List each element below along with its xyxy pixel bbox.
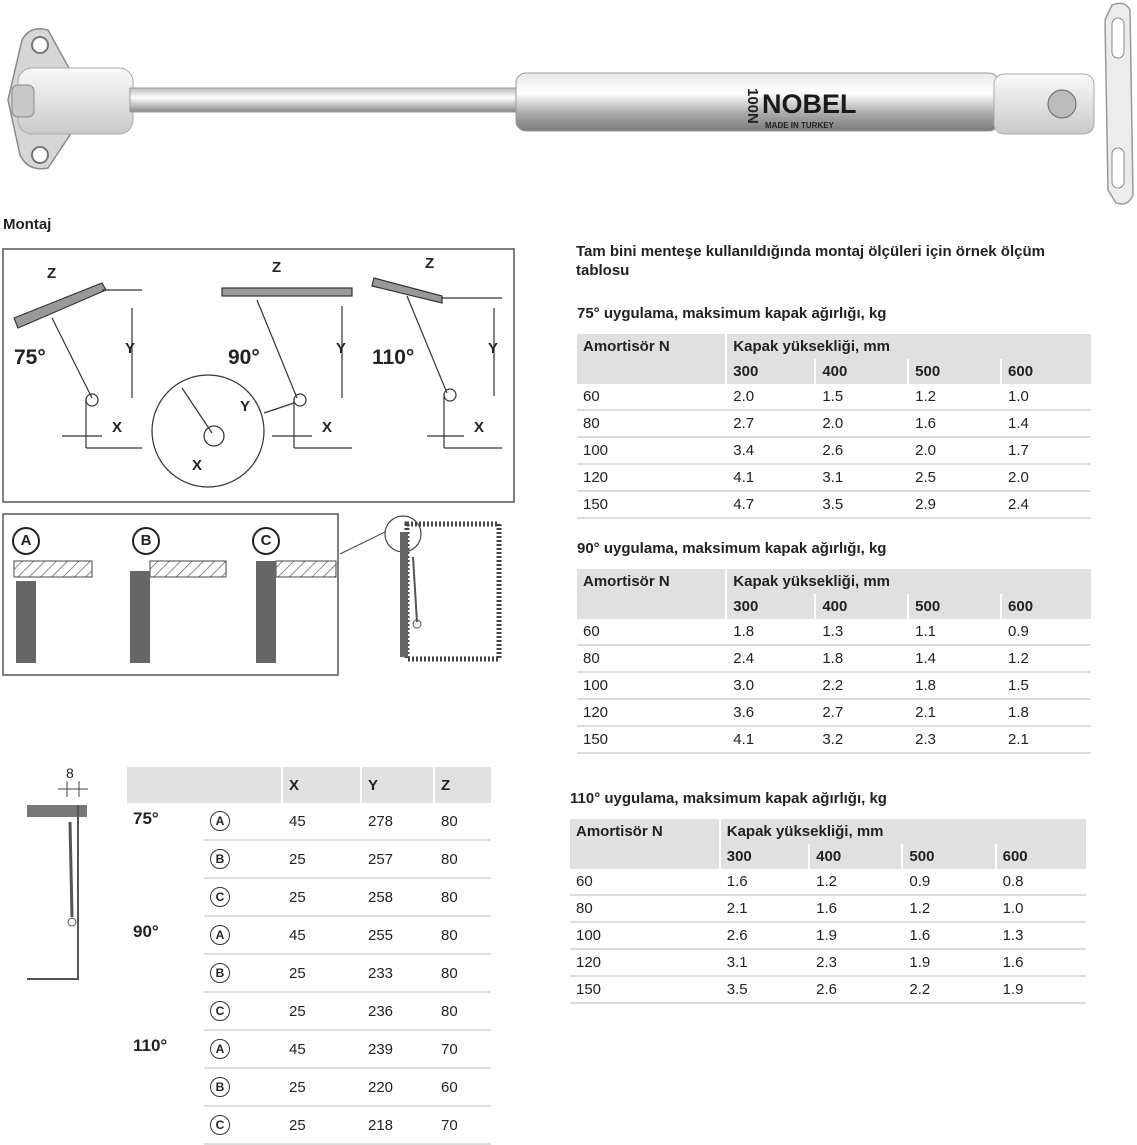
mount-option-badge: C <box>210 1115 230 1135</box>
xyz-cell: 258 <box>361 878 434 916</box>
weight-cell: 3.6 <box>726 699 815 726</box>
weight-cell: 3.1 <box>815 464 908 491</box>
xyz-cell: 70 <box>434 1106 491 1144</box>
height-header: 600 <box>1001 359 1091 384</box>
weight-table-title: 110° uygulama, maksimum kapak ağırlığı, kg <box>570 790 887 807</box>
right-mounting-bracket <box>994 3 1133 204</box>
table-row <box>577 410 1091 437</box>
row-force: 120 <box>570 949 720 976</box>
height-header: 300 <box>720 844 809 869</box>
weight-cell: 2.2 <box>815 672 908 699</box>
weight-cell: 2.7 <box>815 699 908 726</box>
weight-cell: 3.1 <box>720 949 809 976</box>
row-force: 150 <box>577 491 726 518</box>
height-header: 400 <box>809 844 902 869</box>
weight-cell: 1.5 <box>815 384 908 410</box>
mount-option-b: B <box>132 527 160 555</box>
y-label-zoom: Y <box>240 398 251 415</box>
xyz-header-x: X <box>282 767 361 803</box>
table-row <box>577 384 1091 410</box>
row-force: 120 <box>577 699 726 726</box>
xyz-cell: 60 <box>434 1068 491 1106</box>
weight-cell: 1.6 <box>996 949 1086 976</box>
table-row <box>127 803 491 840</box>
weight-cell: 2.2 <box>902 976 995 1003</box>
col-amortisor: Amortisör N <box>577 569 726 594</box>
xyz-cell: 45 <box>282 916 361 954</box>
weight-cell: 2.6 <box>815 437 908 464</box>
col-kapak: Kapak yüksekliği, mm <box>720 819 1086 844</box>
weight-cell: 2.0 <box>726 384 815 410</box>
mount-option-badge: A <box>210 1039 230 1059</box>
x-label-75: X <box>112 419 123 436</box>
table-row <box>570 949 1086 976</box>
xyz-cell: 80 <box>434 840 491 878</box>
row-force: 100 <box>570 922 720 949</box>
table-row <box>577 645 1091 672</box>
xyz-header-z: Z <box>434 767 491 803</box>
table-row <box>570 869 1086 895</box>
weight-table <box>577 569 1091 754</box>
row-force: 60 <box>570 869 720 895</box>
row-force: 80 <box>577 645 726 672</box>
weight-cell: 2.0 <box>1001 464 1091 491</box>
mount-option-badge: C <box>210 887 230 907</box>
weight-cell: 0.8 <box>996 869 1086 895</box>
angle-cell: 90° <box>133 922 159 941</box>
xyz-cell: 278 <box>361 803 434 840</box>
weight-cell: 1.7 <box>1001 437 1091 464</box>
weight-cell: 2.1 <box>720 895 809 922</box>
xyz-header-y: Y <box>361 767 434 803</box>
xyz-cell: 80 <box>434 954 491 992</box>
weight-cell: 1.3 <box>996 922 1086 949</box>
piston-rod <box>130 88 522 112</box>
mount-option-badge: B <box>210 1077 230 1097</box>
made-in-label: MADE IN TURKEY <box>765 121 834 130</box>
x-label-zoom: X <box>192 457 203 474</box>
height-header: 400 <box>815 594 908 619</box>
right-title: Tam bini menteşe kullanıldığında montaj ölçüleri için örnek ölçüm tablosu <box>576 243 1045 279</box>
xyz-cell: 70 <box>434 1030 491 1068</box>
table-row <box>577 619 1091 645</box>
xyz-cell: 25 <box>282 878 361 916</box>
weight-cell: 2.7 <box>726 410 815 437</box>
z-label-110: Z <box>425 255 435 272</box>
height-header: 500 <box>908 359 1001 384</box>
weight-cell: 1.1 <box>908 619 1001 645</box>
weight-cell: 1.6 <box>902 922 995 949</box>
xyz-cell: 80 <box>434 916 491 954</box>
weight-cell: 1.6 <box>809 895 902 922</box>
y-label-90: Y <box>336 340 347 357</box>
weight-cell: 1.6 <box>720 869 809 895</box>
weight-cell: 3.2 <box>815 726 908 753</box>
row-force: 150 <box>570 976 720 1003</box>
offset-diagram <box>22 767 102 987</box>
xyz-cell: 239 <box>361 1030 434 1068</box>
table-row <box>570 922 1086 949</box>
weight-cell: 1.0 <box>996 895 1086 922</box>
height-header: 300 <box>726 594 815 619</box>
weight-cell: 2.6 <box>809 976 902 1003</box>
weight-cell: 1.8 <box>726 619 815 645</box>
angle-label-90: 90° <box>228 346 260 369</box>
x-label-90: X <box>322 419 333 436</box>
height-header: 600 <box>1001 594 1091 619</box>
col-amortisor: Amortisör N <box>570 819 720 844</box>
xyz-cell: 25 <box>282 992 361 1030</box>
weight-cell: 1.8 <box>1001 699 1091 726</box>
z-label-75: Z <box>47 265 57 282</box>
weight-cell: 1.9 <box>902 949 995 976</box>
xyz-cell: 218 <box>361 1106 434 1144</box>
xyz-cell: 45 <box>282 1030 361 1068</box>
weight-cell: 2.3 <box>908 726 1001 753</box>
table-row <box>570 895 1086 922</box>
angle-label-75: 75° <box>14 346 46 369</box>
xyz-cell: 25 <box>282 1106 361 1144</box>
table-row <box>577 464 1091 491</box>
weight-cell: 1.0 <box>1001 384 1091 410</box>
weight-cell: 2.4 <box>1001 491 1091 518</box>
table-row <box>577 699 1091 726</box>
weight-cell: 1.2 <box>809 869 902 895</box>
angle-cell: 75° <box>133 809 159 828</box>
table-row <box>577 491 1091 518</box>
row-force: 80 <box>577 410 726 437</box>
table-row <box>570 976 1086 1003</box>
cabinet-side-view <box>335 512 505 662</box>
mounting-angle-diagram <box>2 248 516 504</box>
row-force: 120 <box>577 464 726 491</box>
col-amortisor: Amortisör N <box>577 334 726 359</box>
angle-label-110: 110° <box>372 346 415 369</box>
table-row <box>577 726 1091 753</box>
mount-option-badge: C <box>210 1001 230 1021</box>
weight-cell: 2.3 <box>809 949 902 976</box>
mount-option-badge: B <box>210 849 230 869</box>
xyz-cell: 80 <box>434 878 491 916</box>
force-label: 100N <box>744 88 761 124</box>
mount-option-badge: A <box>210 811 230 831</box>
xyz-dimension-table <box>127 767 491 1145</box>
weight-cell: 2.0 <box>908 437 1001 464</box>
weight-cell: 1.8 <box>815 645 908 672</box>
weight-table <box>577 334 1091 519</box>
xyz-cell: 25 <box>282 840 361 878</box>
row-force: 80 <box>570 895 720 922</box>
z-label-90: Z <box>272 259 282 276</box>
weight-cell: 1.8 <box>908 672 1001 699</box>
xyz-cell: 25 <box>282 1068 361 1106</box>
y-label-110: Y <box>488 340 499 357</box>
xyz-cell: 45 <box>282 803 361 840</box>
col-kapak: Kapak yüksekliği, mm <box>726 334 1091 359</box>
mount-option-badge: A <box>210 925 230 945</box>
mount-options-diagram <box>2 513 340 677</box>
mount-option-c: C <box>252 527 280 555</box>
row-force: 60 <box>577 619 726 645</box>
weight-cell: 1.2 <box>902 895 995 922</box>
weight-cell: 1.9 <box>809 922 902 949</box>
xyz-cell: 233 <box>361 954 434 992</box>
xyz-cell: 255 <box>361 916 434 954</box>
left-mounting-bracket <box>8 29 133 169</box>
weight-cell: 4.1 <box>726 726 815 753</box>
weight-cell: 2.1 <box>908 699 1001 726</box>
weight-cell: 1.2 <box>908 384 1001 410</box>
height-header: 400 <box>815 359 908 384</box>
row-force: 100 <box>577 437 726 464</box>
weight-cell: 2.0 <box>815 410 908 437</box>
weight-cell: 1.2 <box>1001 645 1091 672</box>
weight-cell: 1.9 <box>996 976 1086 1003</box>
weight-cell: 1.4 <box>1001 410 1091 437</box>
mount-option-a: A <box>12 527 40 555</box>
weight-cell: 1.3 <box>815 619 908 645</box>
weight-cell: 1.6 <box>908 410 1001 437</box>
mount-option-badge: B <box>210 963 230 983</box>
xyz-cell: 25 <box>282 954 361 992</box>
weight-cell: 2.9 <box>908 491 1001 518</box>
weight-cell: 0.9 <box>902 869 995 895</box>
height-header: 500 <box>902 844 995 869</box>
angle-cell: 110° <box>133 1036 168 1055</box>
weight-cell: 4.7 <box>726 491 815 518</box>
weight-table-title: 90° uygulama, maksimum kapak ağırlığı, kg <box>577 540 887 557</box>
weight-cell: 2.5 <box>908 464 1001 491</box>
weight-cell: 2.1 <box>1001 726 1091 753</box>
height-header: 300 <box>726 359 815 384</box>
weight-table-title: 75° uygulama, maksimum kapak ağırlığı, kg <box>577 305 887 322</box>
weight-cell: 0.9 <box>1001 619 1091 645</box>
weight-cell: 3.5 <box>815 491 908 518</box>
weight-cell: 3.0 <box>726 672 815 699</box>
y-label-75: Y <box>125 340 136 357</box>
height-header: 500 <box>908 594 1001 619</box>
xyz-cell: 257 <box>361 840 434 878</box>
weight-cell: 2.4 <box>726 645 815 672</box>
xyz-cell: 236 <box>361 992 434 1030</box>
weight-cell: 4.1 <box>726 464 815 491</box>
table-row <box>577 437 1091 464</box>
weight-table <box>570 819 1086 1004</box>
offset-label: 8 <box>66 767 74 781</box>
table-row <box>127 916 491 954</box>
col-kapak: Kapak yüksekliği, mm <box>726 569 1091 594</box>
weight-cell: 3.4 <box>726 437 815 464</box>
xyz-cell: 220 <box>361 1068 434 1106</box>
gas-strut-product-image <box>0 0 1137 210</box>
weight-cell: 3.5 <box>720 976 809 1003</box>
row-force: 150 <box>577 726 726 753</box>
table-row <box>577 672 1091 699</box>
table-row <box>127 1030 491 1068</box>
xyz-cell: 80 <box>434 803 491 840</box>
weight-cell: 1.4 <box>908 645 1001 672</box>
row-force: 100 <box>577 672 726 699</box>
brand-logo: NOBEL <box>762 89 857 119</box>
xyz-cell: 80 <box>434 992 491 1030</box>
weight-cell: 2.6 <box>720 922 809 949</box>
x-label-110: X <box>474 419 485 436</box>
montaj-title: Montaj <box>3 216 52 233</box>
height-header: 600 <box>996 844 1086 869</box>
row-force: 60 <box>577 384 726 410</box>
weight-cell: 1.5 <box>1001 672 1091 699</box>
